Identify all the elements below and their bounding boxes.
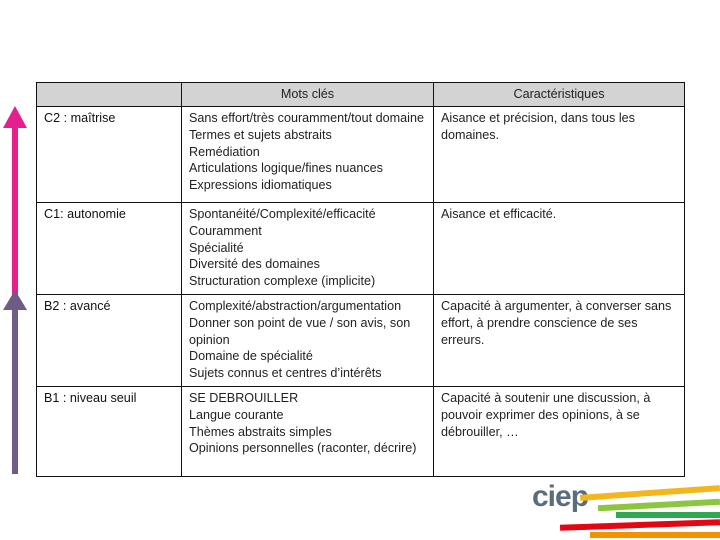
keyword-line: Couramment: [189, 223, 262, 238]
table-row: [37, 107, 685, 203]
keyword-line: Langue courante: [189, 407, 284, 422]
keywords-cell: [182, 203, 434, 295]
level-name: B1 : niveau seuil: [37, 386, 182, 476]
table-header-row: [37, 83, 685, 107]
keyword-line: Spécialité: [189, 240, 244, 255]
levels-table: [36, 82, 685, 477]
header-characteristics: Caractéristiques: [434, 83, 685, 107]
characteristics-cell: Capacité à soutenir une discussion, à pouvoir exprimer des opinions, à se débrouiller, …: [434, 386, 685, 476]
keyword-line: Domaine de spécialité: [189, 349, 313, 364]
characteristics-cell: Capacité à argumenter, à converser sans effort, à prendre conscience de ses erreurs.: [434, 294, 685, 386]
keyword-line: Donner son point de vue / son avis, son opinion: [189, 315, 411, 347]
keyword-line: Sujets connus et centres d’intérêts: [189, 366, 382, 381]
characteristics-cell: Aisance et efficacité.: [434, 203, 685, 295]
keyword-line: Thèmes abstraits simples: [189, 424, 332, 439]
header-level: [37, 83, 182, 107]
level-name: C2 : maîtrise: [37, 107, 182, 203]
keyword-line: SE DEBROUILLER: [189, 390, 299, 405]
progression-arrow-lower: [0, 290, 30, 474]
header-keywords: Mots clés: [182, 83, 434, 107]
table-row: [37, 294, 685, 386]
logo-stripe: [616, 512, 720, 518]
keyword-line: Complexité/abstraction/argumentation: [189, 298, 402, 313]
level-name: B2 : avancé: [37, 294, 182, 386]
arrow-head-icon: [3, 106, 27, 128]
keywords-cell: [182, 294, 434, 386]
keywords-cell: [182, 386, 434, 476]
keyword-line: Spontanéité/Complexité/efficacité: [189, 207, 376, 221]
logo-stripe: [590, 532, 720, 538]
characteristics-cell: Aisance et précision, dans tous les domaines.: [434, 107, 685, 203]
level-name: C1: autonomie: [37, 203, 182, 295]
table-row: [37, 203, 685, 295]
logo-stripe: [598, 499, 720, 511]
ciep-logo: [520, 482, 720, 540]
keywords-cell: [182, 107, 434, 203]
table-row: [37, 386, 685, 476]
keyword-line: Diversité des domaines: [189, 257, 320, 272]
logo-stripe: [560, 519, 720, 531]
keyword-line: Opinions personnelles (raconter, décrire): [189, 441, 417, 456]
logo-text: ciep: [532, 480, 589, 513]
arrow-head-icon: [3, 290, 27, 310]
keyword-line: Articulations logique/fines nuances: [189, 161, 383, 176]
keyword-line: Remédiation: [189, 144, 260, 159]
keyword-line: Termes et sujets abstraits: [189, 127, 332, 142]
arrow-shaft: [12, 308, 18, 474]
keyword-line: Sans effort/très couramment/tout domaine: [189, 111, 424, 125]
logo-stripe: [580, 485, 720, 501]
keyword-line: Expressions idiomatiques: [189, 178, 332, 193]
keyword-line: Structuration complexe (implicite): [189, 274, 376, 289]
